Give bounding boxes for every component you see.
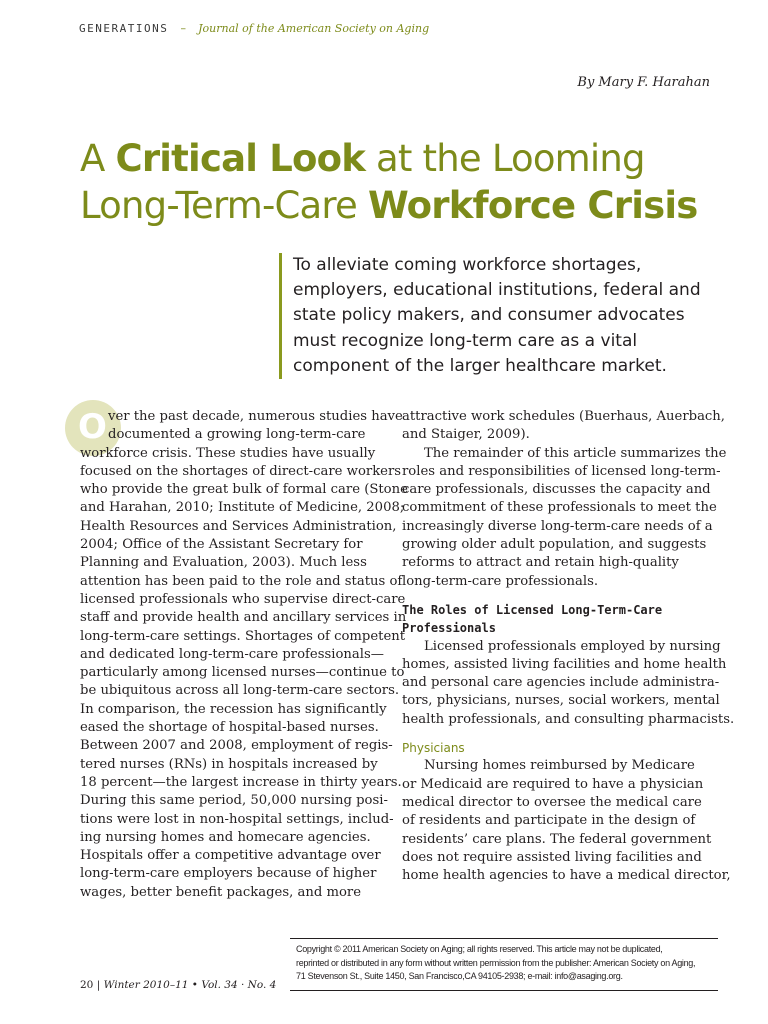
body-line: long-term-care professionals. [402,573,599,589]
footer-divider: | [96,979,101,991]
body-line: ing nursing homes and homecare agencies. [80,829,371,845]
deck-line: must recognize long-term care as a vital [293,330,638,351]
copyright-line: Copyright © 2011 American Society on Aging; all rights reserved. This article may not be duplicated, [296,944,663,954]
body-line: Between 2007 and 2008, employment of regis- [80,738,393,754]
body-line: be ubiquitous across all long-term-care sectors. [80,683,400,699]
deck-line: component of the larger healthcare market. [293,355,667,376]
body-line: During this same period, 50,000 nursing posi- [80,793,388,809]
body-line: tered nurses (RNs) in hospitals increased by [80,756,378,772]
body-line: growing older adult population, and suggests [402,537,707,553]
body-line: medical director to oversee the medical care [402,794,702,810]
body-line: or Medicaid are required to have a physician [402,776,704,792]
body-line: staff and provide health and ancillary services in [80,610,407,626]
body-line: and personal care agencies include administra- [402,675,720,691]
title-part-3: Long-Term-Care [80,184,368,227]
body-line: tions were lost in non-hospital settings, includ- [80,811,394,827]
body-line: Planning and Evaluation, 2003). Much less [80,555,367,571]
section-heading: The Roles of Licensed Long-Term-Care [402,602,663,617]
copyright-line: 71 Stevenson St., Suite 1450, San Francisco,CA 94105-2938; e-mail: info@asaging.org. [296,971,623,981]
deck-line: state policy makers, and consumer advocates [293,305,685,326]
issue-info: Winter 2010–11 • Vol. 34 · No. 4 [103,979,277,991]
body-line: Health Resources and Services Administration, [80,518,397,534]
left-column [80,408,408,902]
body-line: and Staiger, 2009). [402,427,530,443]
publication-name: GENERATIONS [79,22,169,35]
body-line: licensed professionals who supervise direct-care [80,591,406,607]
body-line: documented a growing long-term-care [108,427,366,443]
section-gap [402,591,722,601]
body-line: and dedicated long-term-care professionals— [80,646,384,662]
body-line: long-term-care settings. Shortages of competent [80,628,406,644]
body-line: homes, assisted living facilities and home health [402,656,727,672]
body-line: Hospitals offer a competitive advantage over [80,848,381,864]
body-line: increasingly diverse long-term-care needs of a [402,518,713,534]
drop-cap: O [78,407,107,447]
deck-line: To alleviate coming workforce shortages, [293,255,642,275]
body-line: The remainder of this article summarizes the [424,445,727,461]
article-title [80,135,730,229]
copyright-notice [290,938,718,991]
body-line: ver the past decade, numerous studies have [108,409,403,424]
page-number: 20 [80,979,94,991]
page-footer [80,979,276,991]
body-line: In comparison, the recession has significantly [80,701,387,717]
body-line: workforce crisis. These studies have usually [80,445,376,461]
title-part-1: A [80,137,116,180]
body-line: of residents and participate in the design of [402,813,696,829]
body-line: attention has been paid to the role and status of [80,573,403,589]
body-line: does not require assisted living facilities and [402,849,702,865]
article-deck [279,253,743,379]
body-line: who provide the great bulk of formal care (Stone [80,482,408,498]
title-bold-2: Workforce Crisis [367,184,698,227]
body-line: attractive work schedules (Buerhaus, Auerbach, [402,409,725,424]
body-line: care professionals, discusses the capacity and [402,482,711,498]
copyright-line: reprinted or distributed in any form without written permission from the publisher: American Society on Aging, [296,957,696,968]
running-head [79,22,429,35]
body-line: roles and responsibilities of licensed long-term- [402,463,721,479]
body-line: Nursing homes reimbursed by Medicare [424,758,695,774]
right-column [402,408,735,885]
byline: By Mary F. Harahan [577,75,710,90]
body-line: particularly among licensed nurses—continue to [80,665,405,681]
deck-line: employers, educational institutions, federal and [293,280,701,301]
body-line: eased the shortage of hospital-based nurses. [80,720,379,736]
body-line: health professionals, and consulting pharmacists. [402,711,735,727]
body-line: residents’ care plans. The federal government [402,831,712,847]
header-separator: – [180,22,186,35]
body-line: Licensed professionals employed by nursing [424,638,721,654]
body-line: long-term-care employers because of higher [80,866,377,882]
body-line: home health agencies to have a medical director, [402,868,731,884]
body-line: reforms to attract and retain high-quality [402,555,679,571]
body-line: 18 percent—the largest increase in thirty years. [80,774,402,790]
body-line: tors, physicians, nurses, social workers, mental [402,693,720,709]
body-line: commitment of these professionals to meet the [402,500,717,516]
body-line: focused on the shortages of direct-care workers [80,463,402,479]
title-part-2: at the Looming [365,137,645,180]
body-line: 2004; Office of the Assistant Secretary for [80,537,363,553]
section-gap [402,729,722,739]
body-line: and Harahan, 2010; Institute of Medicine, 2008; [80,500,405,516]
title-bold-1: Critical Look [115,137,366,180]
section-heading: Professionals [402,621,496,636]
body-line: wages, better benefit packages, and more [80,884,362,900]
subsection-heading: Physicians [402,741,465,756]
journal-name: Journal of the American Society on Aging [198,22,430,35]
